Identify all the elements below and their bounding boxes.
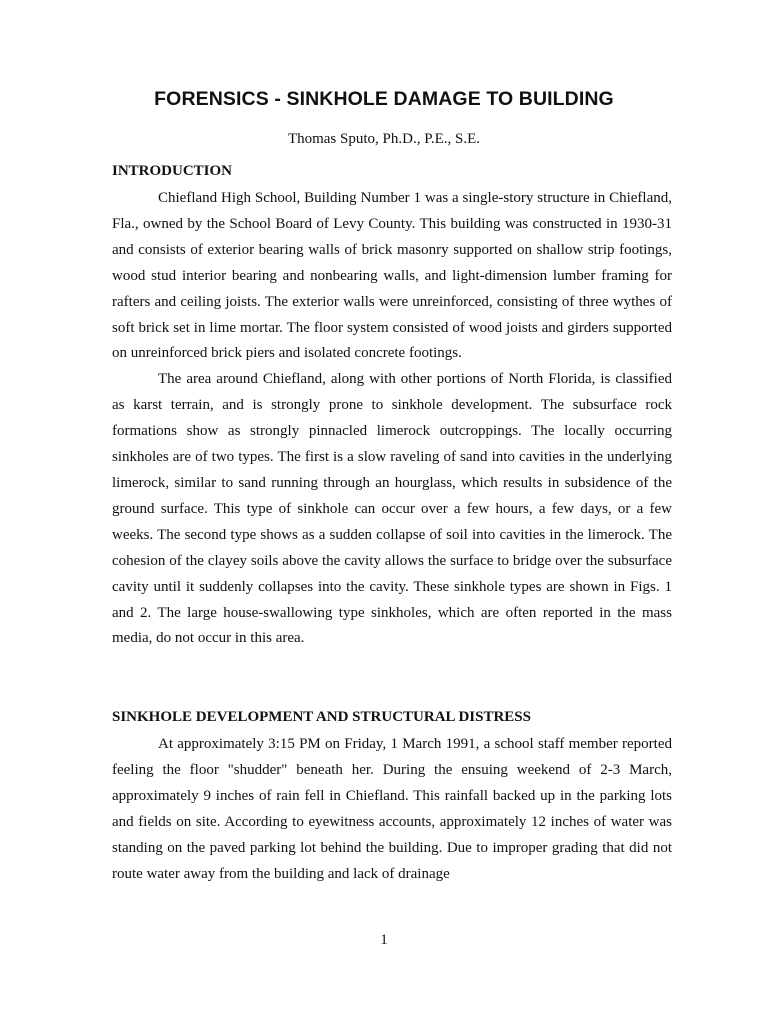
author-line: Thomas Sputo, Ph.D., P.E., S.E. xyxy=(287,131,481,147)
section-heading-sinkhole-development: SINKHOLE DEVELOPMENT AND STRUCTURAL DISTRESS xyxy=(112,709,531,725)
page-number: 1 xyxy=(380,932,388,948)
paragraph: Chiefland High School, Building Number 1 was a single-story structure in Chiefland, Fla., owned by the School Board of Levy County. This building was constructed in 1930-31 and consists of exterior bearing walls of brick masonry supported on shallow strip footings, wood stud interior bearing and nonbearing walls, and light-dimension lumber framing for rafters and ceiling joists. The exterior walls were unreinforced, consisting of three wythes of soft brick set in lime mortar. The floor system consisted of wood joists and girders supported on unreinforced brick piers and isolated concrete footings. xyxy=(112,190,672,362)
paragraph: At approximately 3:15 PM on Friday, 1 March 1991, a school staff member reported feeling the floor "shudder" beneath her. During the ensuing weekend of 2-3 March, approximately 9 inches of rain fell in Chiefland. This rainfall backed up in the parking lots and fields on site. According to eyewitness accounts, approximately 12 inches of water was standing on the paved parking lot behind the building. Due to improper grading that did not route water away from the building and lack of drainage xyxy=(112,736,672,882)
section-body-sinkhole-development xyxy=(112,732,672,887)
section-body-introduction xyxy=(112,186,672,652)
section-heading-introduction: INTRODUCTION xyxy=(112,163,233,179)
document-title: FORENSICS - SINKHOLE DAMAGE TO BUILDING xyxy=(154,88,614,110)
paragraph: The area around Chiefland, along with other portions of North Florida, is classified as karst terrain, and is strongly prone to sinkhole development. The subsurface rock formations show as strongly pinnacled limerock outcroppings. The locally occurring sinkholes are of two types. The first is a slow raveling of sand into cavities in the underlying limerock, similar to sand running through an hourglass, which results in subsidence of the ground surface. This type of sinkhole can occur over a few hours, a few days, or a few weeks. The second type shows as a sudden collapse of soil into cavities in the limerock. The cohesion of the clayey soils above the cavity allows the surface to bridge over the subsurface cavity until it suddenly collapses into the cavity. These sinkhole types are shown in Figs. 1 and 2. The large house-swallowing type sinkholes, which are often reported in the mass media, do not occur in this area. xyxy=(112,371,672,647)
